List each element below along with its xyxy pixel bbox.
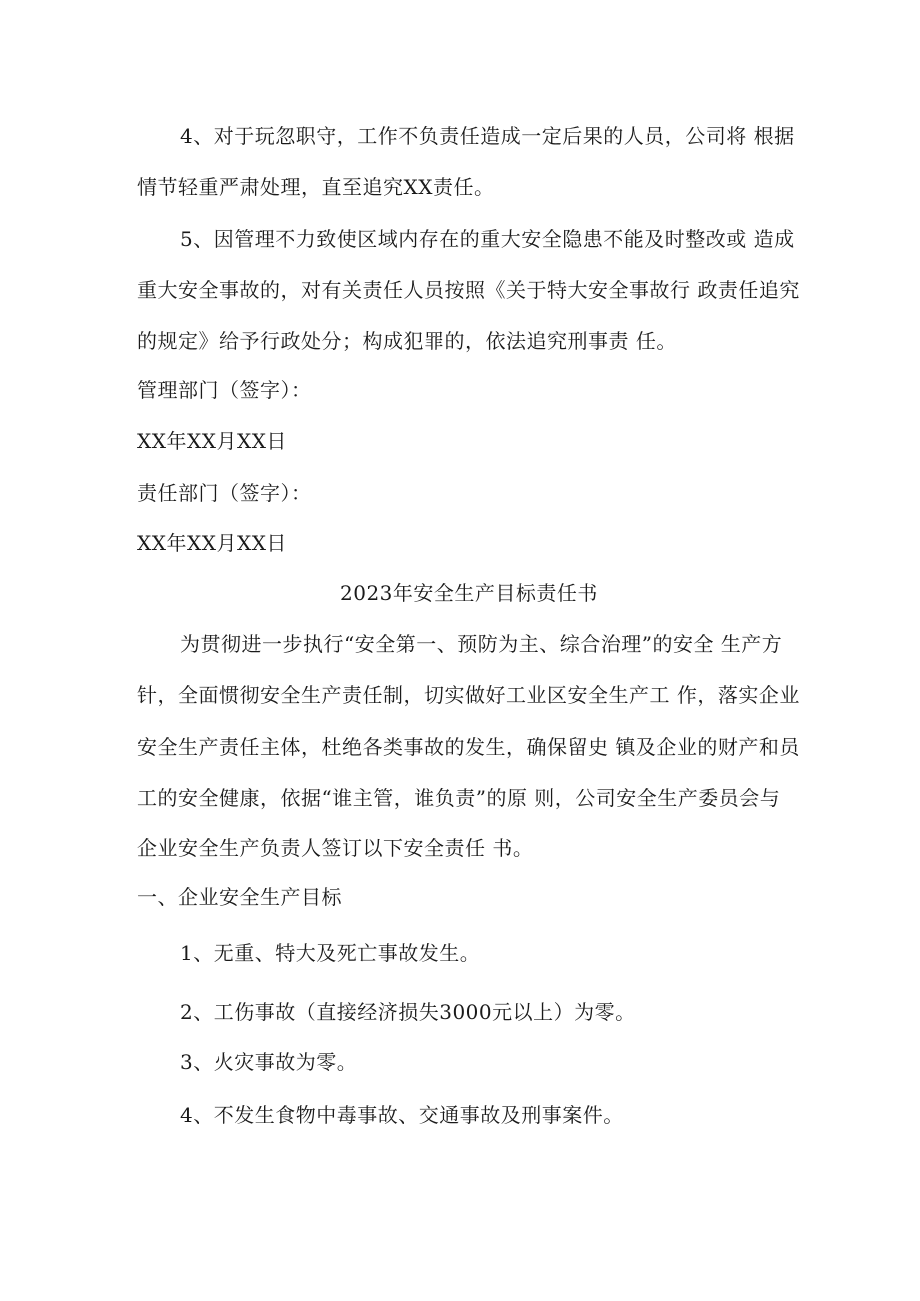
intro-line-3: 安全生产责任主体，杜绝各类事故的发生，确保留史 镇及企业的财产和员 <box>137 735 800 759</box>
management-date: XX年XX月XX日 <box>137 429 287 453</box>
item-5-line-3: 的规定》给予行政处分；构成犯罪的，依法追究刑事责 任。 <box>137 329 677 353</box>
goal-3: 3、火灾事故为零。 <box>180 1050 358 1074</box>
item-5-line-1: 5、因管理不力致使区域内存在的重大安全隐患不能及时整改或 造成 <box>180 227 795 251</box>
item-5-line-2: 重大安全事故的，对有关责任人员按照《关于特大安全事故行 政责任追究 <box>137 278 800 302</box>
goal-1: 1、无重、特大及死亡事故发生。 <box>180 941 481 965</box>
item-4-line-1: 4、对于玩忽职守，工作不负责任造成一定后果的人员，公司将 根据 <box>180 124 795 148</box>
responsible-date: XX年XX月XX日 <box>137 531 287 555</box>
intro-line-4: 工的安全健康，依据“谁主管，谁负责”的原 则，公司安全生产委员会与 <box>137 786 781 810</box>
management-dept-signature: 管理部门（签字）： <box>137 378 312 402</box>
section-heading-goals: 一、企业安全生产目标 <box>137 885 342 909</box>
intro-line-1: 为贯彻进一步执行“安全第一、预防为主、综合治理”的安全 生产方 <box>180 632 783 656</box>
intro-line-2: 针，全面惯彻安全生产责任制，切实做好工业区安全生产工 作，落实企业 <box>137 683 800 707</box>
intro-line-5: 企业安全生产负责人签订以下安全责任 书。 <box>137 836 534 860</box>
goal-4: 4、不发生食物中毒事故、交通事故及刑事案件。 <box>180 1103 624 1127</box>
item-4-line-2: 情节轻重严肃处理，直至追究XX责任。 <box>137 175 495 199</box>
document-title: 2023年安全生产目标责任书 <box>340 581 598 605</box>
goal-2: 2、工伤事故（直接经济损失3000元以上）为零。 <box>180 1000 636 1024</box>
responsible-dept-signature: 责任部门（签字）： <box>137 481 312 505</box>
